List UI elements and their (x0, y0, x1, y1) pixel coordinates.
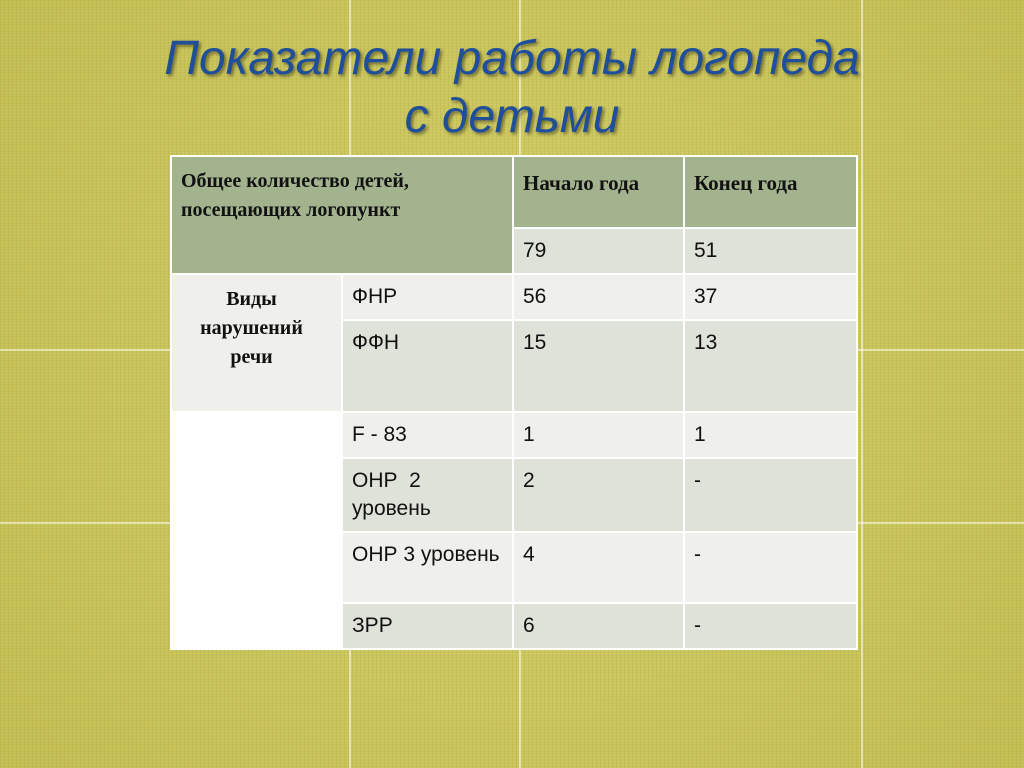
row-name: ОНР 2 уровень (342, 458, 513, 532)
category-label: Виды нарушений речи (171, 274, 342, 412)
start-year-header: Начало года (513, 156, 684, 228)
row-start: 2 (513, 458, 684, 532)
row-start: 4 (513, 532, 684, 603)
row-end: - (684, 603, 857, 649)
stats-table (170, 155, 858, 650)
row-end: 1 (684, 412, 857, 458)
table-row (171, 274, 857, 320)
row-name: ЗРР (342, 603, 513, 649)
row-end: 37 (684, 274, 857, 320)
row-start: 6 (513, 603, 684, 649)
slide-title-line1: Показатели работы логопеда (164, 32, 860, 85)
table-row (171, 532, 857, 603)
row-start: 1 (513, 412, 684, 458)
table-row (171, 412, 857, 458)
end-year-header: Конец года (684, 156, 857, 228)
total-end-value: 51 (684, 228, 857, 274)
row-name: ФНР (342, 274, 513, 320)
slide-title (0, 30, 1024, 146)
row-start: 56 (513, 274, 684, 320)
total-start-value: 79 (513, 228, 684, 274)
row-name: ФФН (342, 320, 513, 412)
row-end: - (684, 532, 857, 603)
empty-cell (171, 532, 342, 649)
table-header-row (171, 156, 857, 228)
row-start: 15 (513, 320, 684, 412)
total-children-header: Общее количество детей, посещающих логопункт (171, 156, 513, 274)
slide-title-line2: с детьми (404, 90, 620, 143)
row-name: ОНР 3 уровень (342, 532, 513, 603)
row-end: - (684, 458, 857, 532)
row-name: F - 83 (342, 412, 513, 458)
empty-cell (171, 412, 342, 532)
row-end: 13 (684, 320, 857, 412)
